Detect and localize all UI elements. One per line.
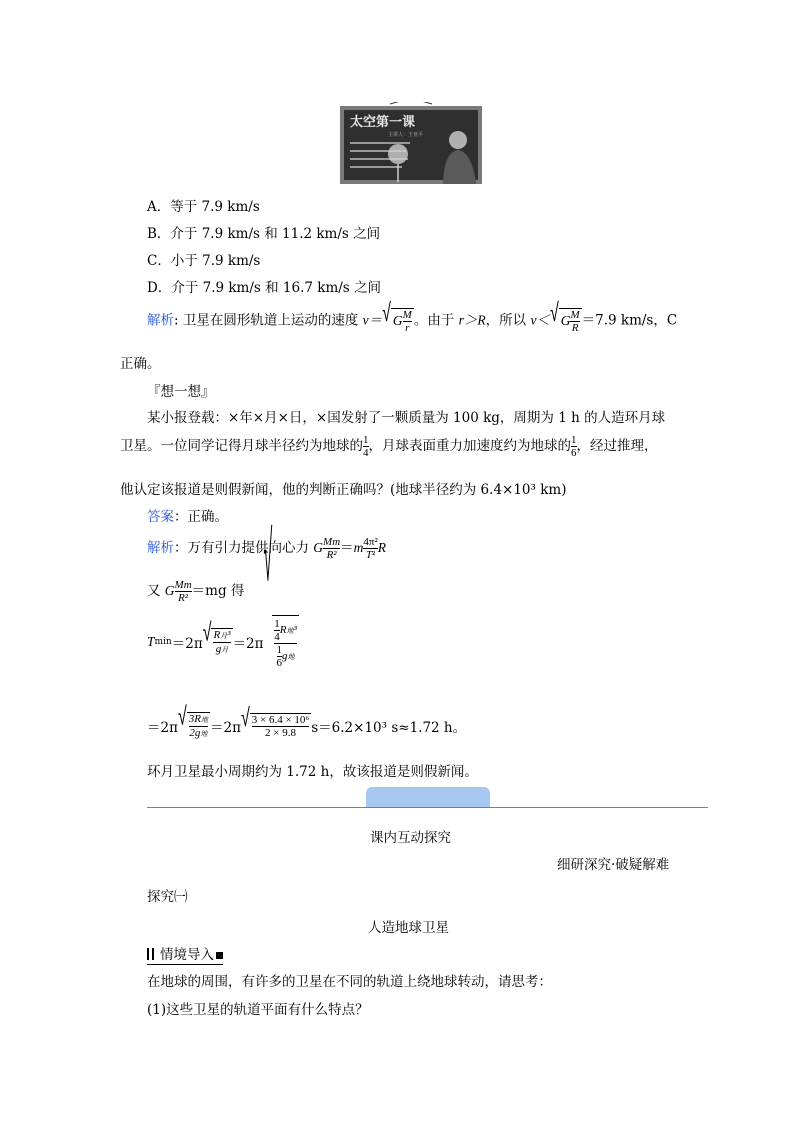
topic-title: 人造地球卫星 — [368, 920, 449, 936]
think-line2: 卫星。一位同学记得月球半径约为地球的 $\frac{1}{4}$ ，月球表面重力加速度约为地球的 $\frac{1}{6}$ ，经过推理， — [120, 434, 658, 459]
tmin-equation: T min ＝2π √ $\frac{\text{R月³}}{\text{g月}}$ ＝2π √ $\frac{1}{4}$ R地³ $\frac{1}{6}$ g地 — [147, 514, 297, 669]
analysis-1-line2: 正确。 — [120, 356, 161, 372]
question-1: (1)这些卫星的轨道平面有什么特点？ — [147, 1002, 369, 1018]
section-title: 课内互动探究 — [370, 830, 451, 846]
answer: 答案：正确。 — [147, 509, 228, 525]
analysis-2-line2: 又 G $\frac{Mm}{\text{R²}}$ ＝mg 得 — [147, 579, 245, 604]
analysis-2-line1: 解析：万有引力提供向心力 G $\frac{Mm}{\text{R²}}$ ＝m $\frac{\text{4π²}}{\text{T²}}$ R — [147, 536, 387, 561]
option-c: C．小于 7.9 km/s — [147, 253, 261, 269]
think-line1: 某小报登载：×年×月×日，×国发射了一颗质量为 100 kg，周期为 1 h 的人造环月球 — [147, 410, 666, 426]
option-b: B．介于 7.9 km/s 和 11.2 km/s 之间 — [147, 226, 381, 242]
analysis-label-2: 解析 — [147, 540, 174, 556]
blackboard-image — [340, 102, 482, 184]
explore-label: 探究㈠ — [147, 889, 188, 905]
result-equation: ＝2π √ $\frac{\text{3R地}}{\text{2g地}}$ ＝2π √ $\frac{\text{3 × 6.4 × 10⁶}}{2 \times 9.8}$ s＝6.2×10³ s≈1.72 h。 — [147, 700, 467, 739]
think-header: 『想一想』 — [147, 384, 215, 400]
option-d: D．介于 7.9 km/s 和 16.7 km/s 之间 — [147, 280, 382, 296]
svg-text:主讲人：王亚平: 主讲人：王亚平 — [388, 132, 424, 138]
answer-label: 答案 — [147, 509, 174, 525]
analysis-1: 解析: 卫星在圆形轨道上运动的速度 v＝ √ G $\frac{M}{r}$ 。由于 r＞R，所以 v＜ √ G $\frac{M}{R}$ ＝7.9 km/s，C — [147, 297, 678, 334]
section-subtitle: 细研深究·破疑解难 — [557, 857, 670, 873]
scene-heading: 情境导入 — [147, 943, 223, 965]
board-title: 太空第一课 — [350, 115, 416, 130]
option-a: A．等于 7.9 km/s — [147, 199, 260, 215]
intro-text: 在地球的周围，有许多的卫星在不同的轨道上绕地球转动，请思考： — [147, 974, 552, 990]
section-divider — [147, 807, 708, 808]
think-line3: 他认定该报道是则假新闻，他的判断正确吗？(地球半径约为 6.4×10³ km) — [120, 482, 567, 498]
analysis-label: 解析 — [147, 312, 174, 329]
conclusion: 环月卫星最小周期约为 1.72 h，故该报道是则假新闻。 — [147, 764, 478, 780]
section-tab — [366, 787, 490, 807]
